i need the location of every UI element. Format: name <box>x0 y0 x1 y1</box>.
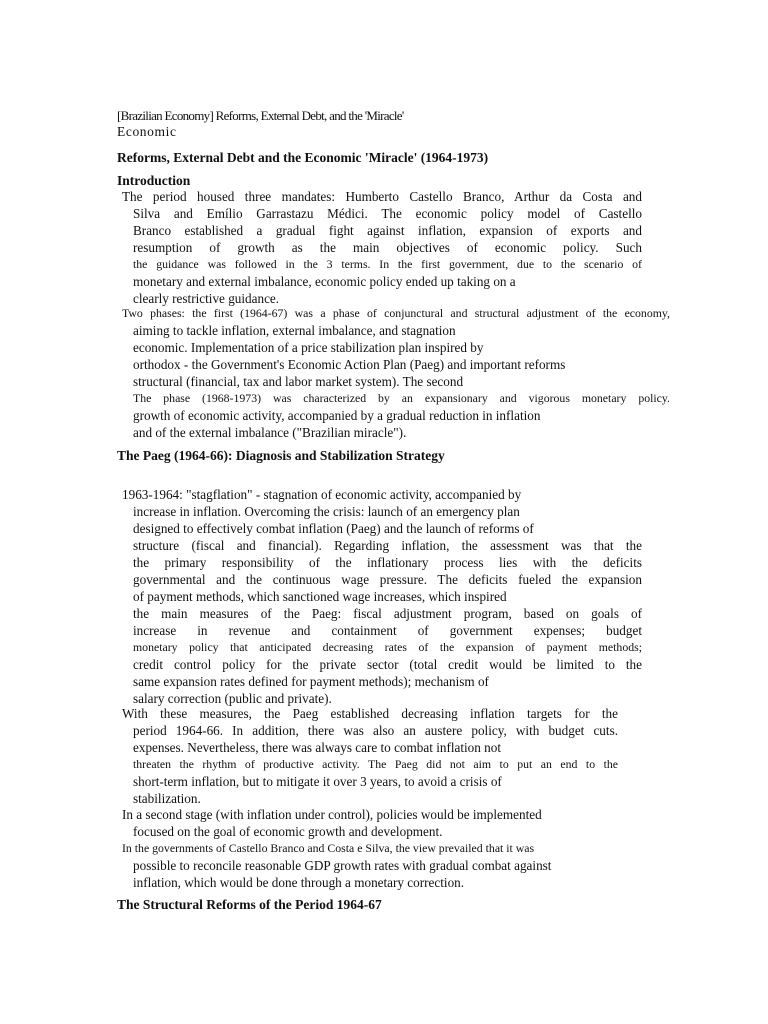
paragraph-line: increase in inflation. Overcoming the crisis: launch of an emergency plan <box>133 504 520 519</box>
paragraph-line: of payment methods, which sanctioned wage increases, which inspired <box>133 589 507 604</box>
paragraph-line: credit control policy for the private sector (total credit would be limited to the <box>133 657 642 672</box>
paragraph-line: 1963-1964: "stagflation" - stagnation of economic activity, accompanied by <box>122 487 522 502</box>
list-item <box>112 840 642 891</box>
list-item <box>112 305 670 441</box>
paragraph-line: monetary policy that anticipated decreasing rates of the expansion of payment methods; <box>133 640 642 654</box>
list-item <box>112 705 618 807</box>
paragraph-line: orthodox - the Government's Economic Action Plan (Paeg) and important reforms <box>133 357 566 372</box>
main-heading: Reforms, External Debt and the Economic 'Miracle' (1964-1973) <box>117 150 489 165</box>
paragraph-line: designed to effectively combat inflation (Paeg) and the launch of reforms of <box>133 521 534 536</box>
paragraph-line: stabilization. <box>133 791 201 806</box>
paragraph-line: and of the external imbalance ("Brazilian miracle"). <box>133 425 407 440</box>
section-heading-structural-reforms: The Structural Reforms of the Period 1964-67 <box>117 897 382 912</box>
paragraph-line: Two phases: the first (1964-67) was a phase of conjunctural and structural adjustment of the economy, <box>122 306 670 320</box>
paragraph-line: expenses. Nevertheless, there was always care to combat inflation not <box>133 740 502 755</box>
paragraph-line: increase in revenue and containment of government expenses; budget <box>133 623 642 638</box>
paragraph-line: The phase (1968-1973) was characterized by an expansionary and vigorous monetary policy. <box>133 391 670 405</box>
paragraph-line: the main measures of the Paeg: fiscal adjustment program, based on goals of <box>133 606 642 621</box>
paragraph-line: structure (fiscal and financial). Regarding inflation, the assessment was that the <box>133 538 642 553</box>
paragraph-line: threaten the rhythm of productive activity. The Paeg did not aim to put an end to the <box>133 757 618 771</box>
paragraph-line: period 1964-66. In addition, there was also an austere policy, with budget cuts. <box>133 723 618 738</box>
paragraph-line: economic. Implementation of a price stabilization plan inspired by <box>133 340 484 355</box>
paragraph-line: growth of economic activity, accompanied by a gradual reduction in inflation <box>133 408 541 423</box>
list-item <box>112 188 642 307</box>
paragraph-line: clearly restrictive guidance. <box>133 291 280 306</box>
paragraph-line: short-term inflation, but to mitigate it over 3 years, to avoid a crisis of <box>133 774 502 789</box>
paragraph-line: aiming to tackle inflation, external imbalance, and stagnation <box>133 323 456 338</box>
paragraph-line: structural (financial, tax and labor market system). The second <box>133 374 464 389</box>
paragraph-line: inflation, which would be done through a monetary correction. <box>133 875 465 890</box>
paragraph-line: In the governments of Castello Branco and Costa e Silva, the view prevailed that it was <box>122 841 535 855</box>
section-heading-paeg: The Paeg (1964-66): Diagnosis and Stabilization Strategy <box>117 448 445 463</box>
paragraph-line: the primary responsibility of the inflationary process lies with the deficits <box>133 555 642 570</box>
paragraph-line: same expansion rates defined for payment methods); mechanism of <box>133 674 489 689</box>
list-item <box>112 806 642 840</box>
paragraph-line: possible to reconcile reasonable GDP growth rates with gradual combat against <box>133 858 552 873</box>
section-heading-introduction: Introduction <box>117 173 191 188</box>
paragraph-line: focused on the goal of economic growth and development. <box>133 824 443 839</box>
list-item <box>112 486 642 707</box>
paragraph-line: In a second stage (with inflation under control), policies would be implemented <box>122 807 542 822</box>
paragraph-line: monetary and external imbalance, economic policy ended up taking on a <box>133 274 516 289</box>
document-title-line1: [Brazilian Economy] Reforms, External Debt, and the 'Miracle' <box>117 108 404 123</box>
document-title-line2: Economic <box>117 124 177 139</box>
paragraph-line: salary correction (public and private). <box>133 691 332 706</box>
paragraph-line: governmental and the continuous wage pressure. The deficits fueled the expansion <box>133 572 642 587</box>
paragraph-line: resumption of growth as the main objectives of economic policy. Such <box>133 240 642 255</box>
paragraph-line: The period housed three mandates: Humberto Castello Branco, Arthur da Costa and <box>122 189 642 204</box>
paragraph-line: Silva and Emílio Garrastazu Médici. The economic policy model of Castello <box>133 206 642 221</box>
paragraph-line: Branco established a gradual fight against inflation, expansion of exports and <box>133 223 642 238</box>
paragraph-line: the guidance was followed in the 3 terms. In the first government, due to the scenario of <box>133 257 642 271</box>
paragraph-line: With these measures, the Paeg established decreasing inflation targets for the <box>122 706 618 721</box>
